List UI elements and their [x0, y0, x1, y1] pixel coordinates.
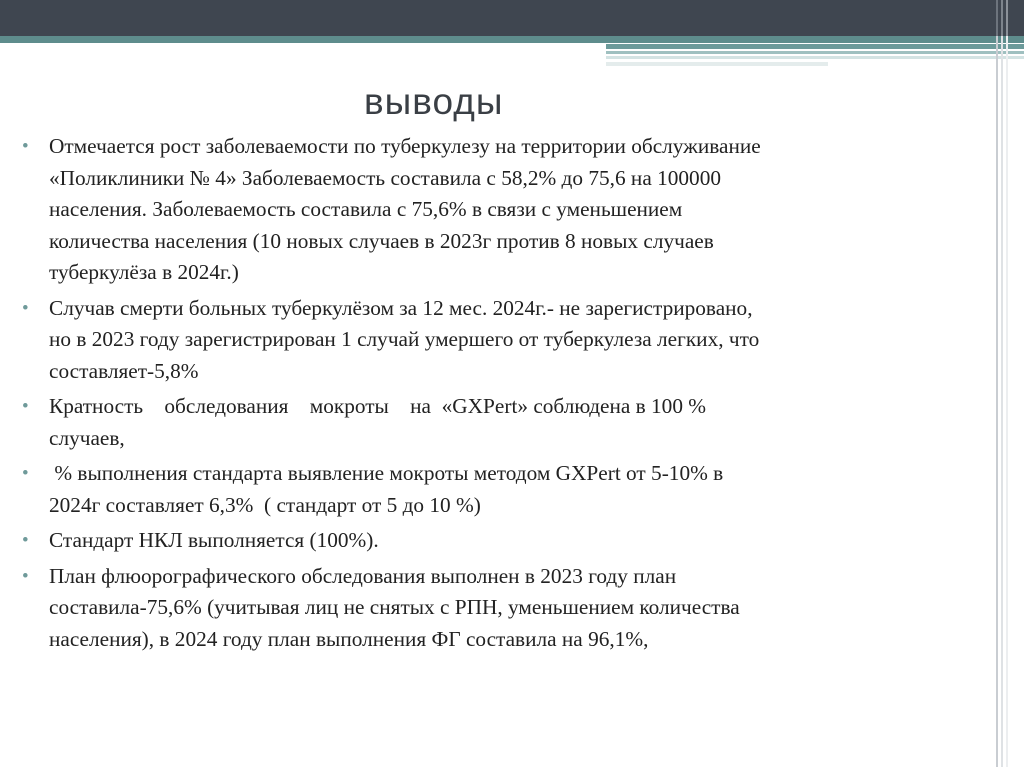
bullet-dot-icon: •: [22, 396, 29, 417]
header-accent-stripe: [606, 62, 828, 66]
bullet-line: количества населения (10 новых случаев в 2023г против 8 новых случаев: [49, 228, 714, 253]
bullet-line: План флюорографического обследования выполнен в 2023 году план: [49, 563, 677, 588]
bullet-dot-icon: •: [22, 297, 29, 319]
bullet-dot-icon: •: [22, 136, 29, 157]
bullet-line: Случав смерти больных туберкулёзом за 12 мес. 2024г.- не зарегистрировано,: [49, 295, 753, 320]
bullet-line: % выполнения стандарта выявление мокроты методом GXPert от 5-10% в: [49, 461, 724, 485]
bullet-line: Стандарт НКЛ выполняется (100%).: [49, 528, 379, 552]
bullet-line: но в 2023 году зарегистрирован 1 случай умершего от туберкулеза легких, что: [49, 327, 760, 351]
bullet-line: случаев,: [49, 425, 125, 450]
bullet-line: населения), в 2024 году план выполнения ФГ составила на 96,1%,: [49, 626, 649, 651]
frame-edge-line: [1001, 0, 1003, 767]
bullet-list: [22, 131, 997, 659]
frame-edge-line: [1006, 0, 1008, 767]
bullet-line: «Поликлиники № 4» Заболеваемость составила с 58,2% до 75,6 на 100000: [49, 165, 721, 190]
bullet-line: 2024г составляет 6,3% ( стандарт от 5 до 10 %): [49, 492, 481, 517]
frame-edge-line: [1001, 0, 1003, 36]
bullet-line: населения. Заболеваемость составила с 75,6% в связи с уменьшением: [49, 197, 683, 221]
bullet-line: Кратность обследования мокроты на «GXPert» соблюдена в 100 %: [49, 394, 707, 418]
slide-title: выводы: [364, 81, 504, 122]
header-band: [0, 0, 1024, 36]
header-accent-stripe: [606, 44, 1024, 49]
bullet-item: [22, 391, 997, 454]
bullet-line: составляет-5,8%: [49, 358, 199, 383]
header-accent-stripe: [0, 36, 1024, 43]
header-accent-stripe: [606, 51, 1024, 54]
bullet-dot-icon: •: [22, 463, 29, 484]
bullet-line: туберкулёза в 2024г.): [49, 260, 239, 284]
bullet-item: [22, 561, 997, 656]
bullet-item: [22, 293, 997, 388]
bullet-item: [22, 458, 997, 521]
bullet-dot-icon: •: [22, 565, 29, 587]
bullet-item: [22, 525, 997, 557]
frame-edge-line: [996, 0, 998, 36]
bullet-line: Отмечается рост заболеваемости по туберкулезу на территории обслуживание: [49, 134, 761, 158]
frame-edge-line: [1006, 0, 1008, 36]
bullet-line: составила-75,6% (учитывая лиц не снятых с РПН, уменьшением количества: [49, 595, 740, 619]
bullet-item: [22, 131, 997, 289]
bullet-dot-icon: •: [22, 530, 29, 551]
header-accent-stripe: [606, 56, 1024, 59]
